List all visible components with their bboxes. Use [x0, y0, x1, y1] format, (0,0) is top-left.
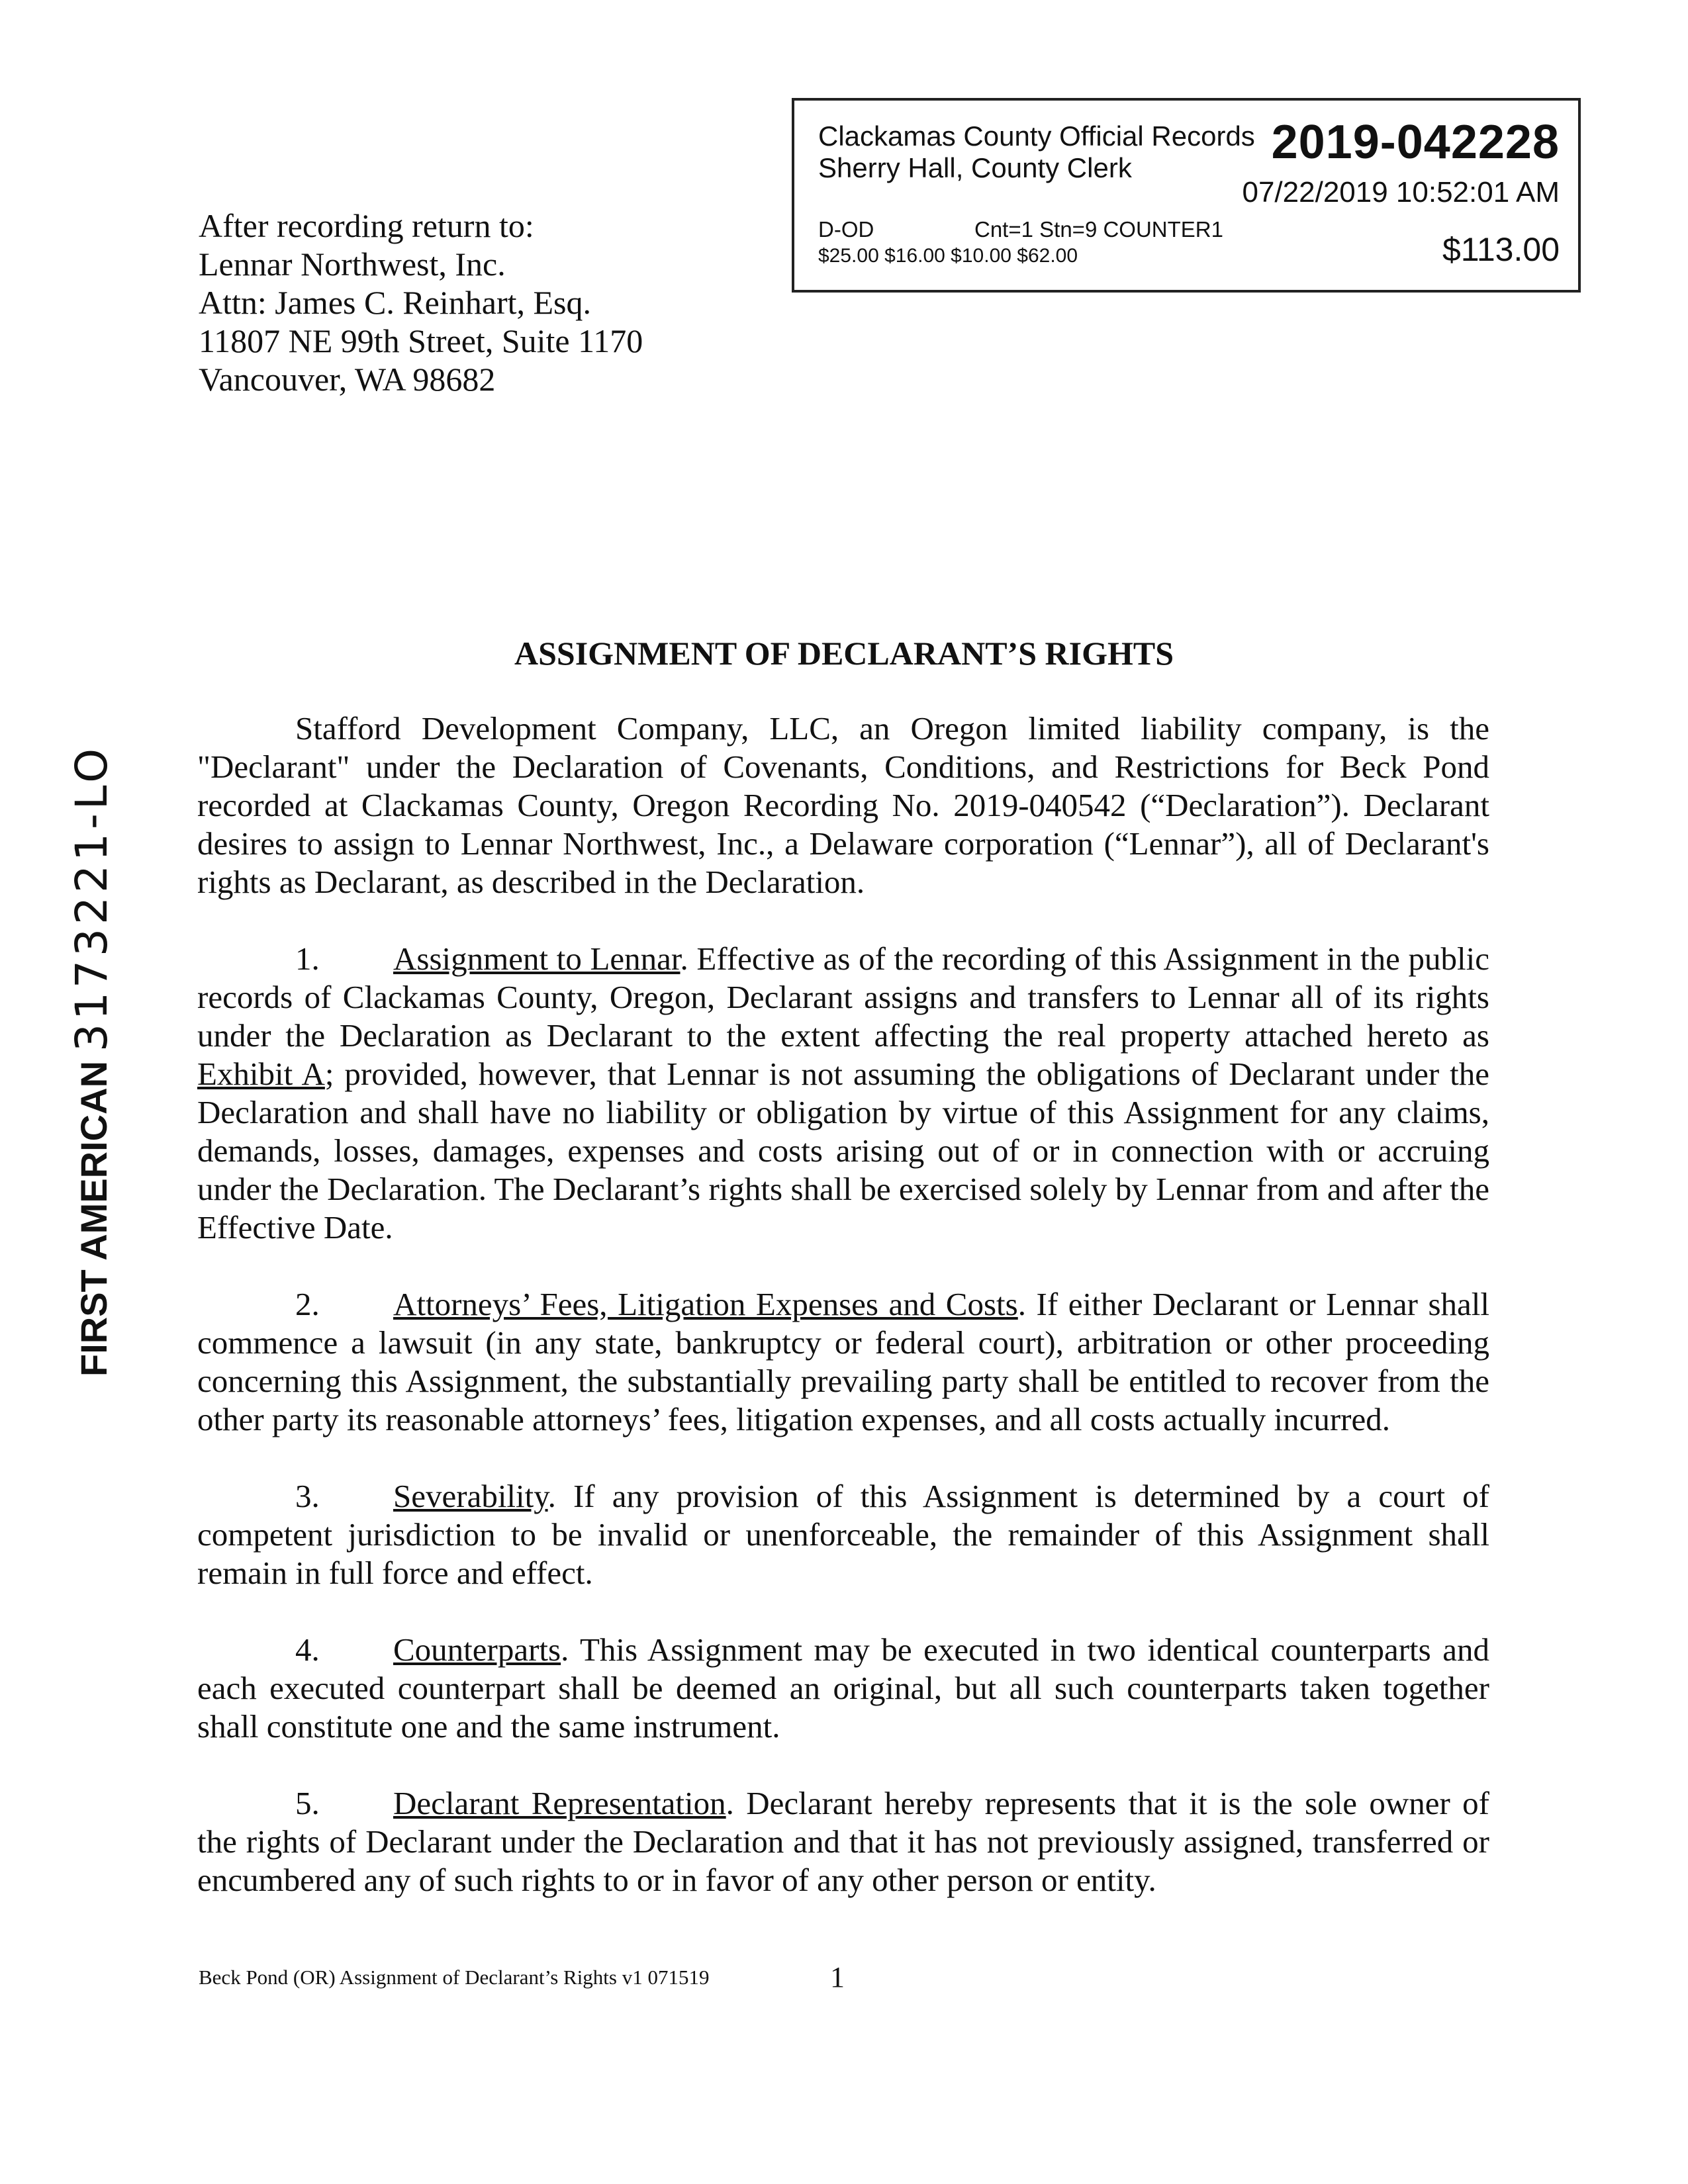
stamp-counter: Cnt=1 Stn=9 COUNTER1: [974, 217, 1223, 242]
stamp-clerk: Sherry Hall, County Clerk: [818, 152, 1132, 183]
section-text: . Effective as of the recording of this Assignment in the public records of Clackamas County, Oregon, Declarant assigns and transfers to Lennar all of its rights under the Declaration as Declarant to the extent affecting the real property attached hereto as: [197, 940, 1489, 1054]
stamp-total: $113.00: [1442, 231, 1560, 268]
stamp-county-records: Clackamas County Official Records: [818, 120, 1255, 152]
intro-paragraph: Stafford Development Company, LLC, an Oregon limited liability company, is the "Declarant" under the Declaration of Covenants, Conditions, and Restrictions for Beck Pond recorded at Clackamas County, Oregon Recording No. 2019-040542 (“Declaration”). Declarant desires to assign to Lennar Northwest, Inc., a Delaware corporation (“Lennar”), all of Declarant's rights as Declarant, as described in the Declaration.: [197, 710, 1489, 900]
section-heading: Severability: [393, 1478, 548, 1514]
section-text: . If either Declarant or Lennar shall commence a lawsuit (in any state, bankruptcy or federal court), arbitration or other proceeding concerning this Assignment, the substantially prevailing party shall be entitled to recover from the other party its reasonable attorneys’ fees, litigation expenses, and all costs actually incurred.: [197, 1286, 1489, 1437]
stamp-datetime: 07/22/2019 10:52:01 AM: [1242, 176, 1560, 208]
section-3: [197, 1477, 1489, 1592]
exhibit-reference: Exhibit A: [197, 1056, 325, 1092]
return-address-line: Attn: James C. Reinhart, Esq.: [199, 284, 591, 321]
section-text: . This Assignment may be executed in two identical counterparts and each executed counterpart shall be deemed an original, but all such counterparts taken together shall constitute one and the same instrument.: [197, 1631, 1489, 1745]
return-address-line: 11807 NE 99th Street, Suite 1170: [199, 322, 643, 359]
section-1: [197, 940, 1489, 1247]
stamp-record-number: 2019-042228: [1271, 116, 1560, 169]
section-text: . If any provision of this Assignment is determined by a court of competent jurisdiction to be invalid or unenforceable, the remainder of this Assignment shall remain in full force and effect.: [197, 1478, 1489, 1591]
section-heading: Attorneys’ Fees, Litigation Expenses and Costs: [393, 1286, 1018, 1322]
section-4: [197, 1631, 1489, 1746]
section-2: [197, 1285, 1489, 1439]
side-stamp-handwritten: 3173221-LO: [66, 744, 117, 1052]
section-number: 1.: [295, 940, 320, 977]
return-address-block: [199, 206, 702, 398]
return-address-line: Lennar Northwest, Inc.: [199, 246, 506, 283]
section-text: ; provided, however, that Lennar is not assuming the obligations of Declarant under the Declaration and shall have no liability or obligation by virtue of this Assignment for any claims, demands, losses, damages, expenses and costs arising out of or in connection with or accruing under the Declaration. The Declarant’s rights shall be exercised solely by Lennar from and after the Effective Date.: [197, 1056, 1489, 1246]
footer-doc-reference: Beck Pond (OR) Assignment of Declarant’s Rights v1 071519: [199, 1966, 710, 1989]
file-number-side-stamp: [66, 745, 117, 1377]
section-number: 4.: [295, 1631, 320, 1668]
section-heading: Assignment to Lennar: [393, 940, 680, 977]
section-5: [197, 1784, 1489, 1899]
return-address-line: Vancouver, WA 98682: [199, 361, 496, 398]
document-body: [197, 709, 1489, 1938]
section-number: 3.: [295, 1478, 320, 1514]
page-number: 1: [830, 1961, 845, 1993]
stamp-doc-code: D-OD: [818, 217, 874, 242]
stamp-fees: $25.00 $16.00 $10.00 $62.00: [818, 245, 1078, 267]
section-number: 5.: [295, 1785, 320, 1821]
section-heading: Counterparts: [393, 1631, 561, 1668]
recording-stamp: [792, 98, 1581, 293]
side-stamp-printed: FIRST AMERICAN: [73, 1060, 115, 1377]
return-address-line: After recording return to:: [199, 207, 534, 244]
document-title: ASSIGNMENT OF DECLARANT’S RIGHTS: [514, 635, 1174, 672]
section-number: 2.: [295, 1286, 320, 1322]
section-text: . Declarant hereby represents that it is the sole owner of the rights of Declarant under the Declaration and that it has not previously assigned, transferred or encumbered any of such rights to or in favor of any other person or entity.: [197, 1785, 1489, 1898]
section-heading: Declarant Representation: [393, 1785, 726, 1821]
